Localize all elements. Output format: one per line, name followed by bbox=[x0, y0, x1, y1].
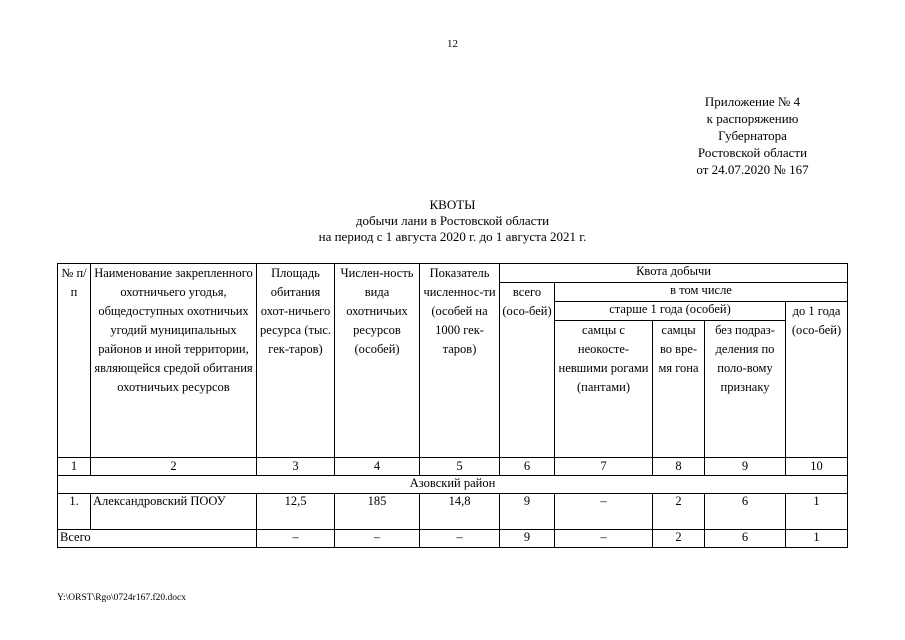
total-population: – bbox=[335, 530, 420, 548]
header-older: старше 1 года (особей) bbox=[555, 302, 786, 321]
appendix-line: от 24.07.2020 № 167 bbox=[696, 162, 809, 177]
document-title bbox=[0, 197, 905, 245]
row-total: 9 bbox=[500, 494, 555, 530]
row-no-sex: 6 bbox=[705, 494, 786, 530]
footer-file-path: Y:\ORST\Rgo\0724r167.f20.docx bbox=[57, 593, 186, 603]
row-males-antlers: – bbox=[555, 494, 653, 530]
header-num: № п/п bbox=[58, 264, 91, 458]
column-number: 1 bbox=[58, 458, 91, 476]
total-males-rut: 2 bbox=[653, 530, 705, 548]
header-density: Показатель численнос-ти (особей на 1000 гек-таров) bbox=[420, 264, 500, 458]
column-number: 7 bbox=[555, 458, 653, 476]
header-area: Площадь обитания охот-ничьего ресурса (тыс. гек-таров) bbox=[257, 264, 335, 458]
table-row bbox=[58, 494, 848, 530]
column-number: 10 bbox=[786, 458, 848, 476]
title-subtitle: добычи лани в Ростовской области bbox=[355, 213, 550, 228]
header-no-sex: без подраз-деления по поло-вому признаку bbox=[705, 321, 786, 458]
page-number: 12 bbox=[447, 38, 458, 50]
appendix-block bbox=[650, 93, 855, 178]
column-number: 9 bbox=[705, 458, 786, 476]
header-total: всего (осо-бей) bbox=[500, 283, 555, 458]
appendix-line: Губернатора bbox=[718, 128, 787, 143]
row-num: 1. bbox=[58, 494, 91, 530]
title-heading: КВОТЫ bbox=[429, 197, 476, 212]
header-quota: Квота добычи bbox=[500, 264, 848, 283]
column-number: 5 bbox=[420, 458, 500, 476]
column-number: 4 bbox=[335, 458, 420, 476]
row-area: 12,5 bbox=[257, 494, 335, 530]
row-population: 185 bbox=[335, 494, 420, 530]
total-total: 9 bbox=[500, 530, 555, 548]
title-period: на период с 1 августа 2020 г. до 1 августа 2021 г. bbox=[318, 229, 587, 244]
header-name: Наименование закрепленного охотничьего угодья, общедоступных охотничьих угодий муниципальных районов и иной территории, являющейся средой обитания охотничьих ресурсов bbox=[91, 264, 257, 458]
row-density: 14,8 bbox=[420, 494, 500, 530]
total-density: – bbox=[420, 530, 500, 548]
total-label: Всего bbox=[58, 530, 257, 548]
column-number: 3 bbox=[257, 458, 335, 476]
column-number: 6 bbox=[500, 458, 555, 476]
header-young: до 1 года (осо-бей) bbox=[786, 302, 848, 458]
appendix-line: к распоряжению bbox=[706, 111, 799, 126]
header-males-rut: самцы во вре-мя гона bbox=[653, 321, 705, 458]
total-males-antlers: – bbox=[555, 530, 653, 548]
appendix-line: Ростовской области bbox=[697, 145, 808, 160]
total-row bbox=[58, 530, 848, 548]
quota-table bbox=[57, 263, 848, 548]
header-males-antlers: самцы с неокосте-невшими рогами (пантами) bbox=[555, 321, 653, 458]
row-name: Александровский ПООУ bbox=[91, 494, 257, 530]
appendix-line: Приложение № 4 bbox=[704, 94, 801, 109]
column-number-row bbox=[58, 458, 848, 476]
column-number: 2 bbox=[91, 458, 257, 476]
total-no-sex: 6 bbox=[705, 530, 786, 548]
column-number: 8 bbox=[653, 458, 705, 476]
header-population: Числен-ность вида охотничьих ресурсов (особей) bbox=[335, 264, 420, 458]
section-header: Азовский район bbox=[58, 476, 848, 494]
total-area: – bbox=[257, 530, 335, 548]
total-young: 1 bbox=[786, 530, 848, 548]
header-including: в том числе bbox=[555, 283, 848, 302]
row-males-rut: 2 bbox=[653, 494, 705, 530]
row-young: 1 bbox=[786, 494, 848, 530]
